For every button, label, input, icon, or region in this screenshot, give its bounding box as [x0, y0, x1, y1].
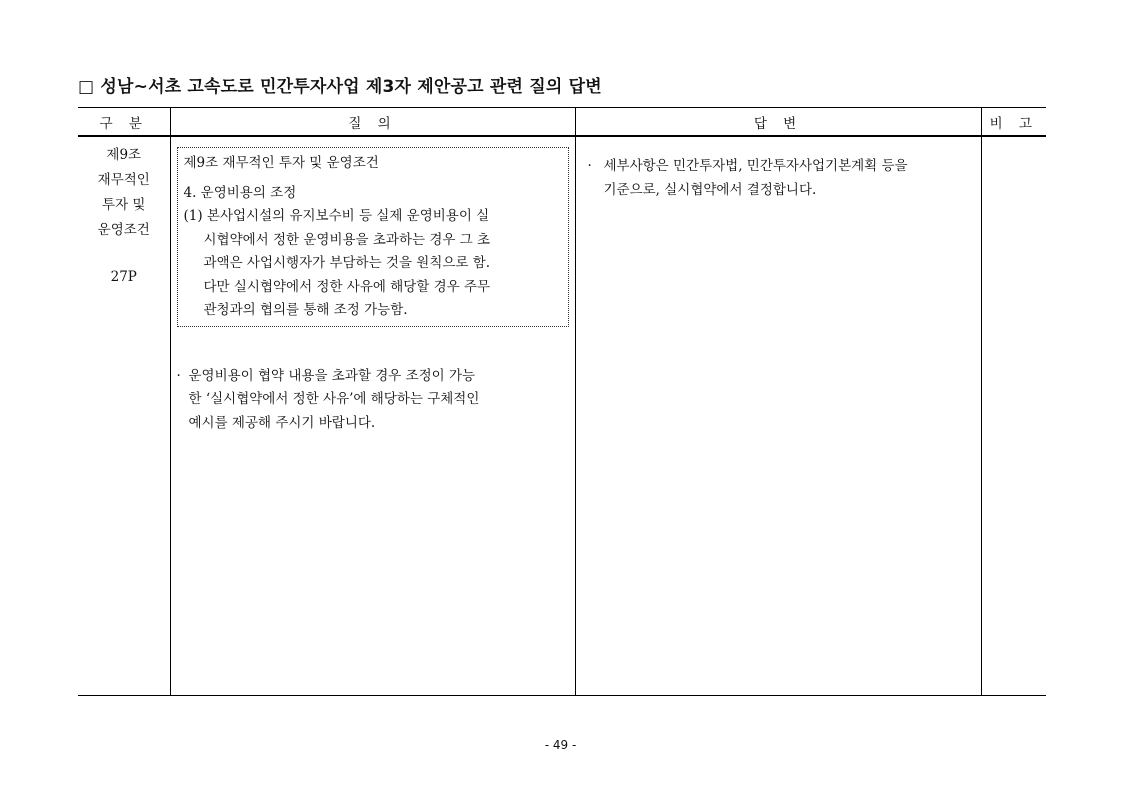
- page-number: - 49 -: [544, 738, 577, 752]
- question-line: 예시를 제공해 주시기 바랍니다.: [188, 414, 376, 431]
- header-question: 질 의: [170, 108, 575, 137]
- question-text: [177, 365, 569, 436]
- clause-item-text: 본사업시설의 유지보수비 등 실제 운영비용이 실: [206, 208, 490, 224]
- answer-line: 세부사항은 민간투자법, 민간투자사업기본계획 등을: [603, 158, 908, 174]
- qa-table: [78, 107, 1046, 696]
- question-line: 한 ‘실시협약에서 정한 사유’에 해당하는 구체적인: [188, 391, 480, 407]
- bullet-icon: ·: [176, 367, 181, 384]
- clause-item-first-line: [184, 205, 562, 229]
- clause-subheading: 4. 운영비용의 조정: [183, 184, 297, 201]
- header-remark: 비 고: [981, 108, 1046, 137]
- clause-item-line: 관청과의 협의를 통해 조정 가능함.: [203, 302, 408, 318]
- category-line: 재무적인: [97, 172, 150, 188]
- category-line: 제9조: [106, 147, 142, 163]
- category-line: 투자 및: [102, 197, 146, 213]
- page-reference: 27P: [110, 269, 137, 285]
- category-line: 운영조건: [97, 222, 150, 238]
- question-line: 운영비용이 협약 내용을 초과할 경우 조정이 가능: [188, 367, 476, 384]
- header-answer: 답 변: [575, 108, 981, 137]
- category-cell: [78, 136, 170, 696]
- header-category: 구 분: [78, 108, 170, 137]
- table-header-row: [78, 108, 1046, 137]
- page-title: □ 성남~서초 고속도로 민간투자사업 제3자 제안공고 관련 질의 답변: [78, 77, 602, 97]
- bullet-icon: ·: [587, 158, 592, 174]
- clause-item-line: 과액은 사업시행자가 부담하는 것을 원칙으로 함.: [203, 255, 491, 271]
- clause-item-number: (1): [183, 208, 203, 224]
- clause-heading: 제9조 재무적인 투자 및 운영조건: [183, 155, 379, 171]
- table-row: [78, 136, 1046, 696]
- answer-line: 기준으로, 실시협약에서 결정합니다.: [603, 181, 817, 198]
- clause-item-line: 다만 실시협약에서 정한 사유에 해당할 경우 주무: [203, 278, 491, 295]
- answer-cell: [575, 136, 981, 696]
- clause-item-line: 시협약에서 정한 운영비용을 초과하는 경우 그 초: [203, 231, 491, 248]
- quoted-clause-box: [177, 147, 569, 327]
- question-cell: [170, 136, 575, 696]
- remark-cell: [981, 136, 1046, 696]
